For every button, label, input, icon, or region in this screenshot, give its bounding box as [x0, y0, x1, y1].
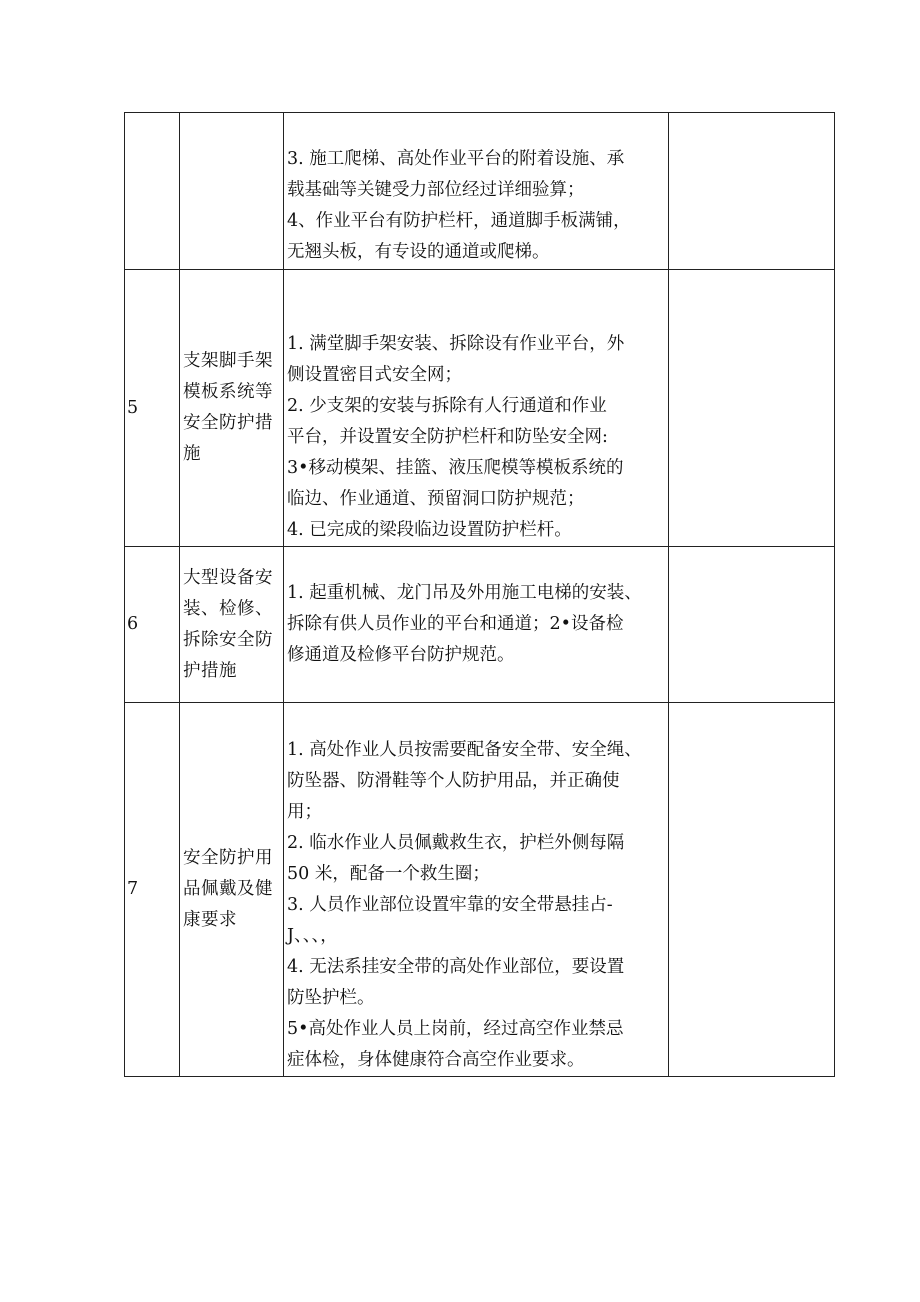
requirement-line: 2. 临水作业人员佩戴救生衣，护栏外侧每隔 — [287, 833, 625, 853]
requirement-cell — [284, 270, 669, 547]
requirement-line: 1. 满堂脚手架安装、拆除设有作业平台，外 — [287, 333, 625, 354]
requirement-line: 2. 少支架的安装与拆除有人行通道和作业 — [287, 395, 607, 416]
requirement-line: 载基础等关键受力部位经过详细验算； — [287, 180, 585, 200]
requirement-cell — [284, 547, 669, 703]
safety-check-table — [124, 112, 835, 1077]
item-line: 安全防护措 — [183, 413, 273, 433]
requirement-cell — [284, 703, 669, 1077]
item-line: 安全防护用 — [183, 848, 273, 868]
item-line: 装、检修、 — [183, 598, 273, 619]
note-cell — [669, 703, 835, 1077]
requirement-line: 修通道及检修平台防护规范。 — [287, 645, 515, 665]
row-number-cell — [125, 547, 180, 703]
requirement-cell — [284, 113, 669, 270]
requirement-line: 无翘头板，有专设的通道或爬梯。 — [287, 242, 550, 262]
requirement-line: 5•高处作业人员上岗前，经过高空作业禁忌 — [287, 1019, 624, 1039]
requirement-line: 4. 无法系挂安全带的高处作业部位，要设置 — [287, 957, 625, 977]
item-line: 支架脚手架 — [183, 351, 273, 371]
item-line: 大型设备安 — [183, 567, 273, 588]
table-row — [125, 547, 835, 703]
note-cell — [669, 113, 835, 270]
row-number: 7 — [127, 879, 139, 899]
requirement-line: 1. 起重机械、龙门吊及外用施工电梯的安装、 — [287, 583, 642, 603]
item-line: 护措施 — [183, 660, 237, 681]
requirement-line: 侧设置密目式安全网； — [287, 364, 462, 385]
row-number: 6 — [127, 614, 139, 634]
requirement-line: J、、、， — [287, 926, 338, 946]
table-row — [125, 703, 835, 1077]
item-line: 拆除安全防 — [183, 629, 273, 650]
requirement-line: 3. 施工爬梯、高处作业平台的附着设施、承 — [287, 149, 625, 169]
row-number-cell — [125, 113, 180, 270]
requirement-line: 防坠器、防滑鞋等个人防护用品，并正确使 — [287, 771, 620, 791]
item-cell — [180, 547, 284, 703]
item-line: 康要求 — [183, 910, 237, 930]
requirement-line: 3. 人员作业部位设置牢靠的安全带悬挂占- — [287, 895, 613, 915]
row-number-cell — [125, 703, 180, 1077]
table-row — [125, 113, 835, 270]
table-row — [125, 270, 835, 547]
item-line: 品佩戴及健 — [183, 879, 273, 899]
requirement-line: 平台，并设置安全防护栏杆和防坠安全网: — [287, 426, 608, 447]
row-number: 5 — [127, 397, 139, 418]
item-cell — [180, 270, 284, 547]
requirement-line: 4. 已完成的梁段临边设置防护栏杆。 — [287, 519, 572, 540]
requirement-line: 1. 高处作业人员按需要配备安全带、安全绳、 — [287, 740, 642, 760]
requirement-line: 3•移动模架、挂篮、液压爬模等模板系统的 — [287, 457, 624, 478]
item-cell — [180, 113, 284, 270]
item-line: 施 — [183, 444, 201, 464]
note-cell — [669, 270, 835, 547]
row-number-cell — [125, 270, 180, 547]
requirement-line: 防坠护栏。 — [287, 988, 375, 1008]
note-cell — [669, 547, 835, 703]
item-cell — [180, 703, 284, 1077]
requirement-line: 症体检，身体健康符合高空作业要求。 — [287, 1050, 585, 1070]
requirement-line: 临边、作业通道、预留洞口防护规范； — [287, 488, 585, 509]
requirement-line: 50 米，配备一个救生圈； — [287, 864, 490, 884]
requirement-line: 4、作业平台有防护栏杆，通道脚手板满铺， — [287, 211, 631, 231]
requirement-line: 用； — [287, 802, 322, 822]
requirement-line: 拆除有供人员作业的平台和通道；2•设备检 — [287, 614, 624, 634]
item-line: 模板系统等 — [183, 382, 273, 402]
